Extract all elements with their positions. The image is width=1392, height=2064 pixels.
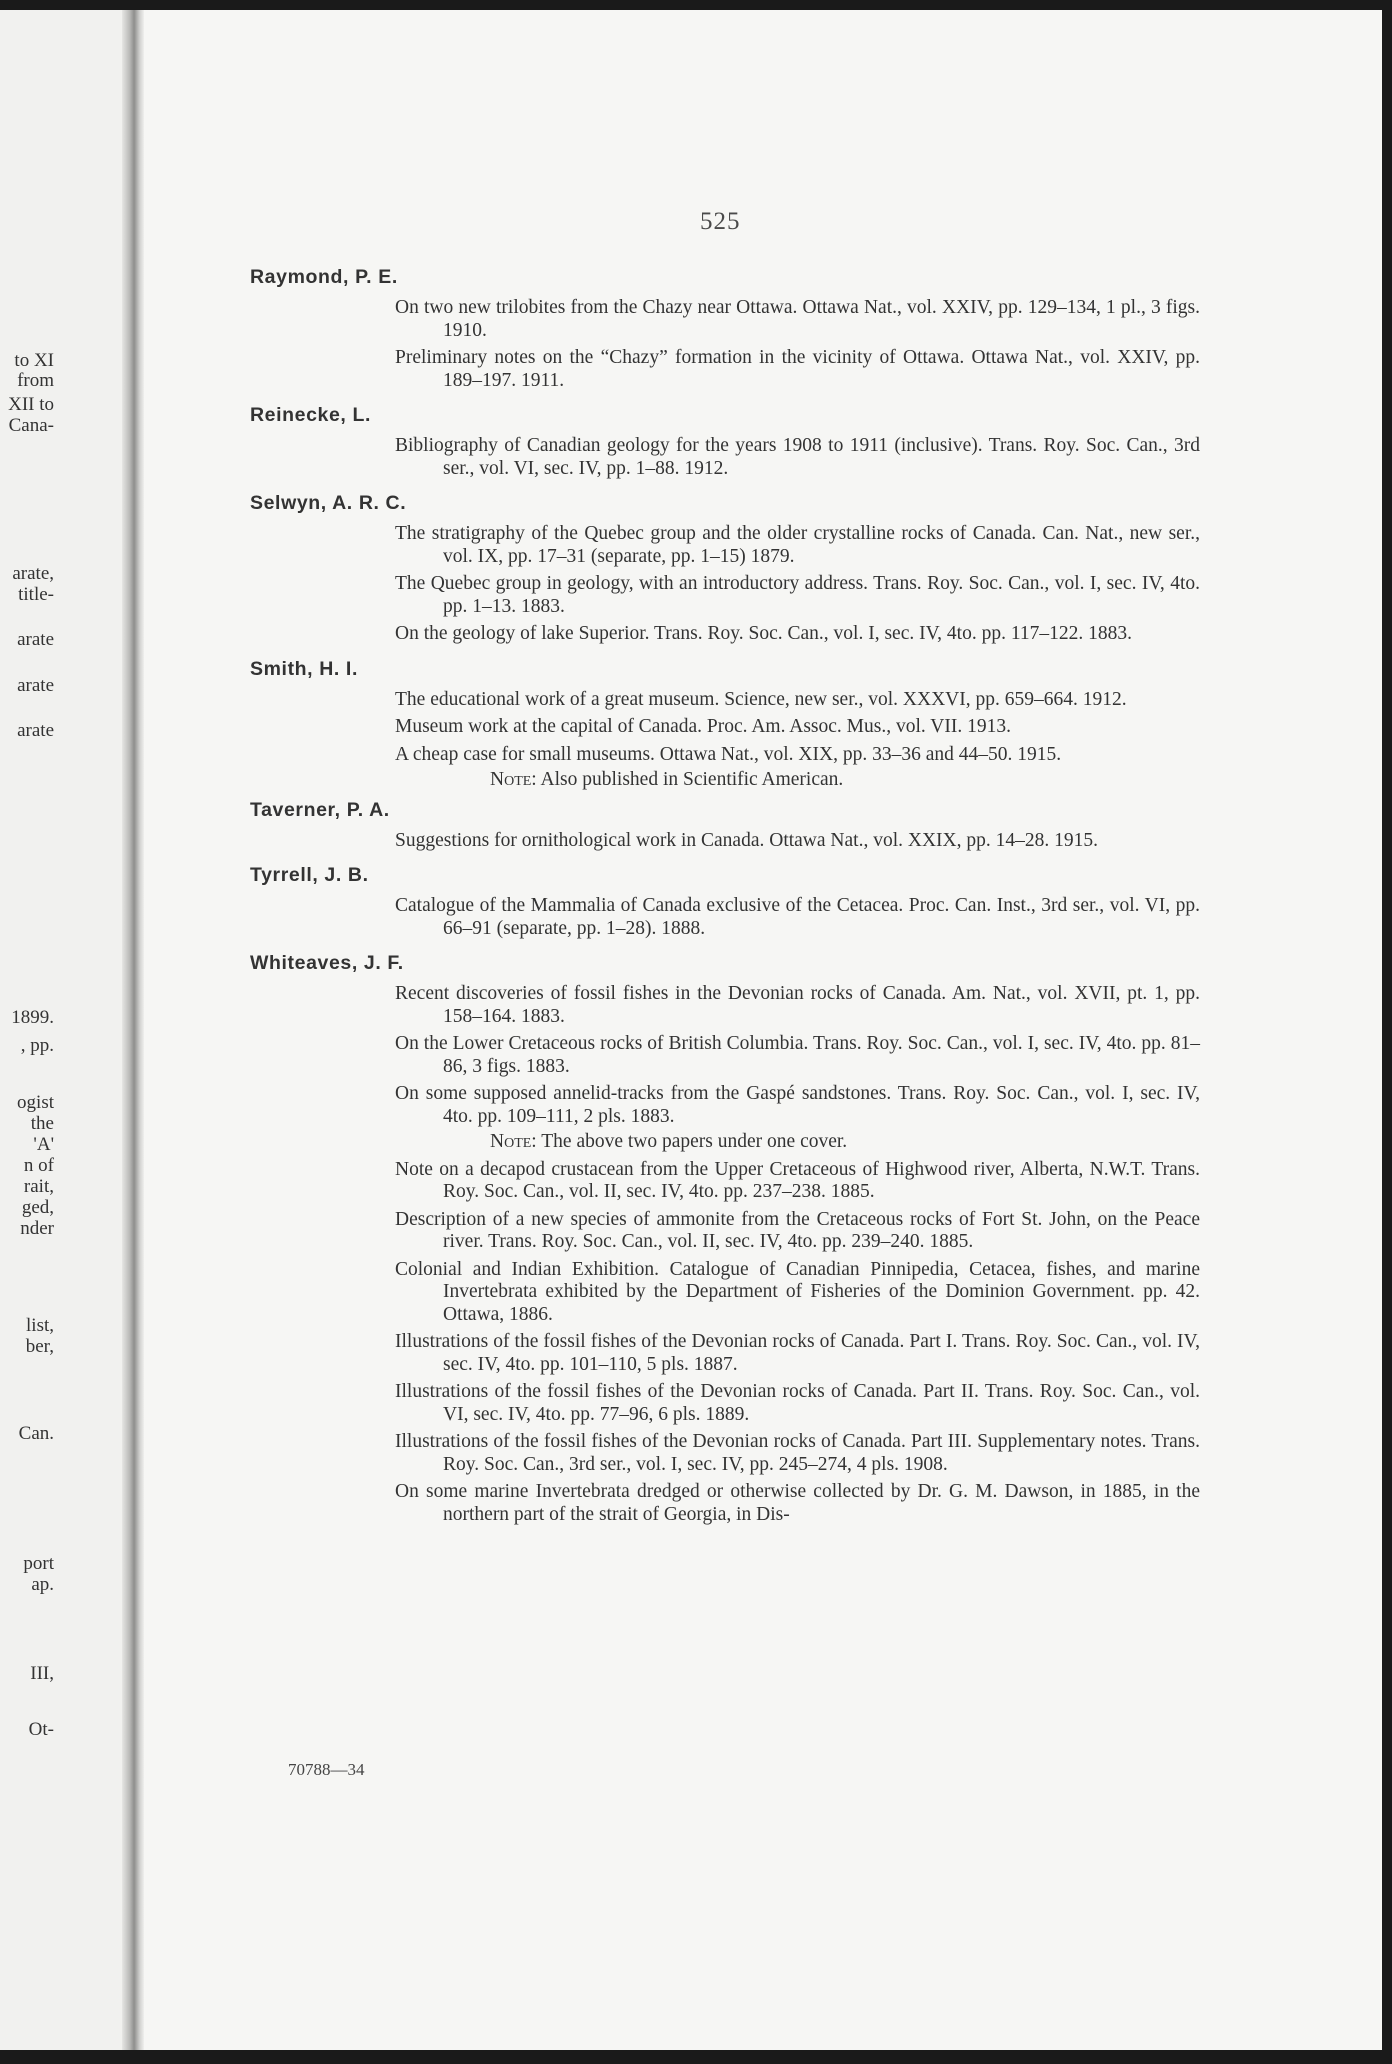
bibliography-entry: The stratigraphy of the Quebec group and the older crystalline rocks of Canada. Can. Nat., new ser., vol. IX, pp. 17–31 (separate, pp. 1–15) 1879. xyxy=(395,523,1200,567)
facing-page-fragment: Can. xyxy=(18,1423,54,1444)
facing-page-fragment: ap. xyxy=(31,1574,54,1595)
bibliography-entry: Bibliography of Canadian geology for the years 1908 to 1911 (inclusive). Trans. Roy. Soc. Can., 3rd ser., vol. VI, sec. IV, pp. 1–88. 1912. xyxy=(395,435,1200,479)
bibliography-entry: The Quebec group in geology, with an introductory address. Trans. Roy. Soc. Can., vol. I, sec. IV, 4to. pp. 1–13. 1883. xyxy=(395,573,1200,617)
bibliography-entry: On two new trilobites from the Chazy near Ottawa. Ottawa Nat., vol. XXIV, pp. 129–134, 1 pl., 3 figs. 1910. xyxy=(395,297,1200,341)
author-heading: Taverner, P. A. xyxy=(250,798,390,821)
facing-page-fragment: Cana- xyxy=(8,415,54,436)
facing-page-fragment: arate, xyxy=(12,563,54,584)
facing-page-fragment: ged, xyxy=(21,1197,54,1218)
bibliography-entry: Recent discoveries of fossil fishes in the Devonian rocks of Canada. Am. Nat., vol. XVII, pt. 1, pp. 158–164. 1883. xyxy=(395,983,1200,1027)
bibliography-entry: The educational work of a great museum. Science, new ser., vol. XXXVI, pp. 659–664. 1912. xyxy=(395,688,1127,710)
author-heading: Raymond, P. E. xyxy=(250,266,398,288)
bibliography-entry: On the geology of lake Superior. Trans. Roy. Soc. Can., vol. I, sec. IV, 4to. pp. 117–122. 1883. xyxy=(395,623,1132,644)
facing-page-fragment: title- xyxy=(18,584,54,605)
bibliography-entry: On some supposed annelid-tracks from the Gaspé sandstones. Trans. Roy. Soc. Can., vol. I, sec. IV, 4to. pp. 109–111, 2 pls. 1883. xyxy=(395,1083,1200,1127)
page-number: 525 xyxy=(700,208,741,235)
facing-page-fragment: nder xyxy=(20,1218,54,1239)
facing-page-fragment: ber, xyxy=(25,1336,54,1357)
bibliography-entry: A cheap case for small museums. Ottawa Nat., vol. XIX, pp. 33–36 and 44–50. 1915. xyxy=(395,743,1062,765)
bibliography-entry: Illustrations of the fossil fishes of the Devonian rocks of Canada. Part II. Trans. Roy. Soc. Can., vol. VI, sec. IV, 4to. pp. 77–96, 6 pls. 1889. xyxy=(395,1381,1200,1425)
facing-page-fragment: 1899. xyxy=(11,1007,54,1028)
note-label: Note: xyxy=(490,1131,537,1152)
facing-page-fragment: n of xyxy=(23,1155,54,1176)
facing-page-fragment: , pp. xyxy=(20,1035,54,1056)
scan-border-top xyxy=(0,0,1392,10)
bibliography-entry: Illustrations of the fossil fishes of the Devonian rocks of Canada. Part III. Supplementary notes. Trans. Roy. Soc. Can., 3rd ser., vol. I, sec. IV, pp. 245–274, 4 pls. 1908. xyxy=(395,1431,1200,1475)
facing-page-fragment: 'A' xyxy=(33,1134,54,1155)
author-heading: Selwyn, A. R. C. xyxy=(250,492,407,514)
entry-note xyxy=(490,769,1200,792)
bibliography-entry: Catalogue of the Mammalia of Canada exclusive of the Cetacea. Proc. Can. Inst., 3rd ser., vol. VI, pp. 66–91 (separate, pp. 1–28). 1888. xyxy=(395,895,1200,939)
facing-page-fragment: list, xyxy=(26,1315,54,1336)
facing-page-fragment: from xyxy=(17,370,54,391)
signature-mark: 70788—34 xyxy=(288,1760,365,1779)
book-gutter xyxy=(122,10,144,2050)
author-heading: Smith, H. I. xyxy=(250,657,358,680)
facing-page-fragment: the xyxy=(30,1113,54,1134)
author-heading: Reinecke, L. xyxy=(250,404,372,426)
bibliography-entry: On some marine Invertebrata dredged or otherwise collected by Dr. G. M. Dawson, in 1885, in the northern part of the strait of Georgia, in Dis- xyxy=(395,1481,1200,1525)
facing-page-edge xyxy=(0,10,130,2050)
note-label: Note: xyxy=(490,769,537,790)
scan-border-right xyxy=(1382,0,1392,2064)
bibliography-entry: Suggestions for ornithological work in Canada. Ottawa Nat., vol. XXIX, pp. 14–28. 1915. xyxy=(395,829,1098,851)
author-heading: Tyrrell, J. B. xyxy=(250,864,369,886)
note-text: Also published in Scientific American. xyxy=(540,769,844,790)
facing-page-fragment: arate xyxy=(17,720,54,741)
facing-page-fragment: arate xyxy=(17,675,54,696)
facing-page-fragment: arate xyxy=(17,629,54,650)
bibliography-entry: Illustrations of the fossil fishes of the Devonian rocks of Canada. Part I. Trans. Roy. Soc. Can., vol. IV, sec. IV, 4to. pp. 101–110, 5 pls. 1887. xyxy=(395,1331,1200,1375)
entry-note xyxy=(490,1131,1200,1154)
facing-page-fragment: to XI xyxy=(14,350,54,371)
bibliography-entry: Description of a new species of ammonite from the Cretaceous rocks of Fort St. John, on the Peace river. Trans. Roy. Soc. Can., vol. II, sec. IV, 4to. pp. 239–240. 1885. xyxy=(395,1208,1200,1252)
facing-page-fragment: ogist xyxy=(17,1092,54,1113)
facing-page-fragment: Ot- xyxy=(28,1719,54,1740)
facing-page-fragment: port xyxy=(23,1553,54,1574)
author-heading: Whiteaves, J. F. xyxy=(250,952,404,974)
note-text: The above two papers under one cover. xyxy=(541,1131,848,1152)
facing-page-fragment: III, xyxy=(30,1663,54,1684)
bibliography-entry: Museum work at the capital of Canada. Proc. Am. Assoc. Mus., vol. VII. 1913. xyxy=(395,716,1011,737)
bibliography-entry: Colonial and Indian Exhibition. Catalogue of Canadian Pinnipedia, Cetacea, fishes, and marine Invertebrata exhibited by the Department of Fisheries of the Dominion Government. pp. 42. Ottawa, 1886. xyxy=(395,1258,1200,1325)
bibliography-list xyxy=(250,264,1200,1531)
bibliography-entry: Preliminary notes on the “Chazy” formation in the vicinity of Ottawa. Ottawa Nat., vol. XXIV, pp. 189–197. 1911. xyxy=(395,347,1200,391)
bibliography-entry: Note on a decapod crustacean from the Upper Cretaceous of Highwood river, Alberta, N.W.T. Trans. Roy. Soc. Can., vol. II, sec. IV, 4to. pp. 237–238. 1885. xyxy=(395,1158,1200,1202)
facing-page-fragment: rait, xyxy=(23,1176,54,1197)
bibliography-entry: On the Lower Cretaceous rocks of British Columbia. Trans. Roy. Soc. Can., vol. I, sec. IV, 4to. pp. 81–86, 3 figs. 1883. xyxy=(395,1033,1200,1077)
facing-page-fragment: XII to xyxy=(8,394,54,415)
scan-border-bottom xyxy=(0,2050,1392,2064)
